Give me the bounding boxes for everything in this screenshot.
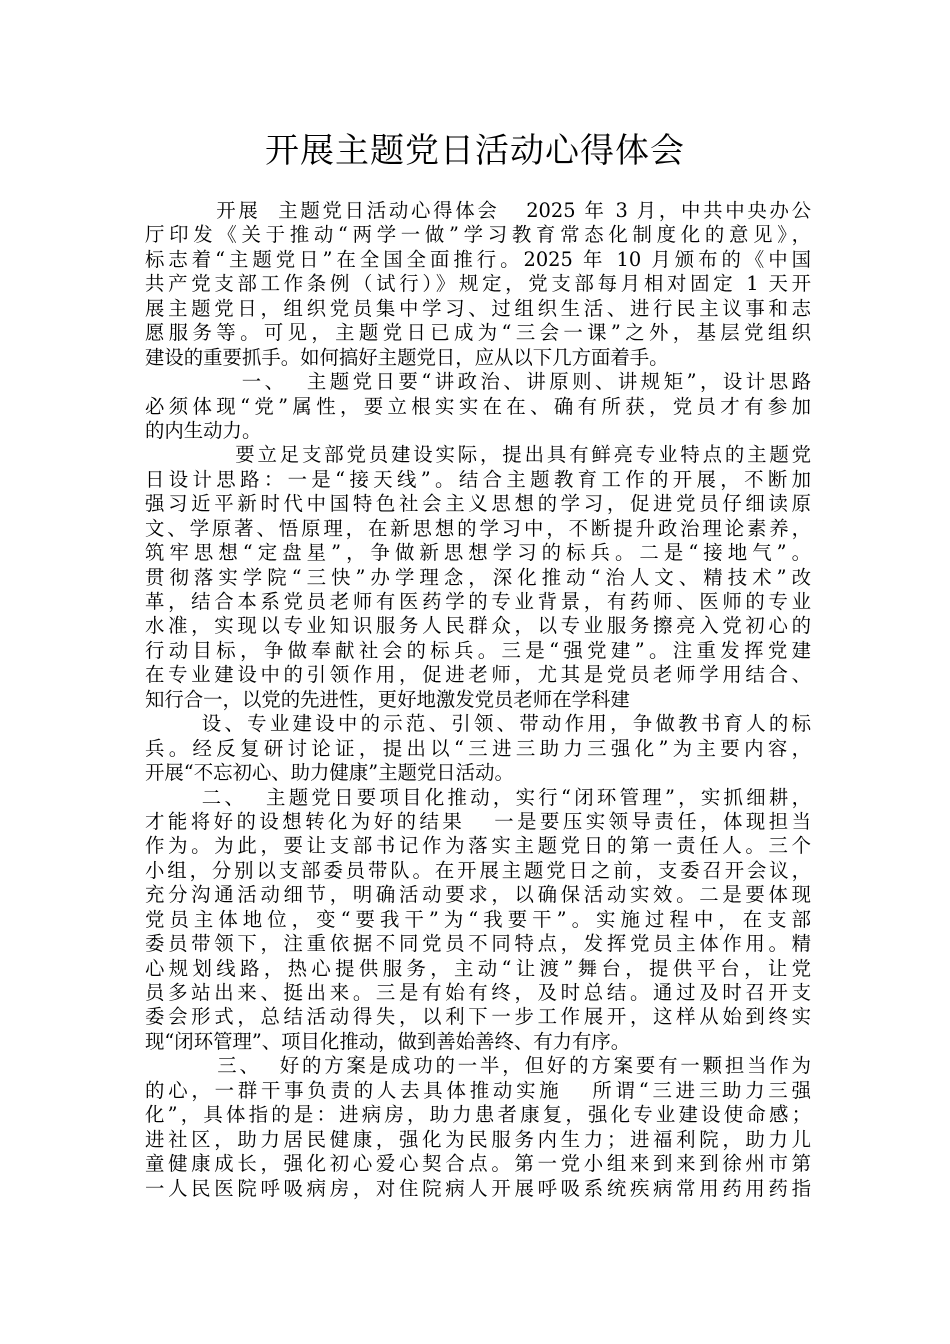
- body-line: 必须体现“党”属性，要立根实实在在、确有所获，党员才有参加: [145, 394, 811, 418]
- body-line: 委会形式，总结活动得失，以利下一步工作展开，这样从始到终实: [145, 1005, 811, 1029]
- body-line: 建设的重要抓手。如何搞好主题党日，应从以下几方面着手。: [145, 345, 669, 369]
- body-line: 厅印发《关于推动“两学一做”学习教育常态化制度化的意见》，: [145, 223, 811, 247]
- body-line: 水准，实现以专业知识服务人民群众，以专业服务擦亮入党初心的: [145, 614, 811, 638]
- body-line: 员多站出来、挺出来。三是有始有终，及时总结。通过及时召开支: [145, 981, 811, 1004]
- body-line: 革，结合本系党员老师有医药学的专业背景，有药师、医师的专业: [145, 590, 811, 613]
- body-line: 党员主体地位，变“要我干”为“我要干”。实施过程中，在支部: [145, 907, 811, 931]
- body-line: 行动目标，争做奉献社会的标兵。三是“强党建”。注重发挥党建: [145, 638, 811, 662]
- body-line: 展主题党日，组织党员集中学习、过组织生活、进行民主议事和志: [145, 296, 811, 320]
- document-title: 开展主题党日活动心得体会: [265, 131, 685, 171]
- body-line: 三、 好的方案是成功的一半，但好的方案要有一颗担当作为: [145, 1054, 811, 1078]
- body-line: 文、学原著、悟原理，在新思想的学习中，不断提升政治理论素养，: [145, 516, 811, 540]
- body-line: 才能将好的设想转化为好的结果 一是要压实领导责任，体现担当: [145, 809, 811, 833]
- body-line: 作为。为此，要让支部书记作为落实主题党日的第一责任人。三个: [145, 834, 811, 858]
- body-line: 化”，具体指的是：进病房，助力患者康复，强化专业建设使命感；: [145, 1103, 811, 1127]
- body-line: 开展“不忘初心、助力健康”主题党日活动。: [145, 761, 514, 785]
- body-line: 要立足支部党员建设实际，提出具有鲜亮专业特点的主题党: [145, 443, 811, 467]
- body-line: 的内生动力。: [145, 418, 262, 442]
- body-line: 二、 主题党日要项目化推动，实行“闭环管理”，实抓细耕，: [145, 785, 811, 809]
- body-line: 进社区，助力居民健康，强化为民服务内生力；进福利院，助力儿: [145, 1127, 811, 1151]
- body-line: 知行合一，以党的先进性，更好地激发党员老师在学科建: [145, 687, 630, 711]
- document-body: [145, 199, 811, 1201]
- body-line: 开展 主题党日活动心得体会 2025 年 3 月，中共中央办公: [145, 199, 811, 222]
- body-line: 设、专业建设中的示范、引领、带动作用，争做教书育人的标: [145, 712, 811, 736]
- body-line: 日设计思路：一是“接天线”。结合主题教育工作的开展，不断加: [145, 467, 811, 491]
- body-line: 充分沟通活动细节，明确活动要求，以确保活动实效。二是要体现: [145, 883, 811, 907]
- body-line: 在专业建设中的引领作用，促进老师，尤其是党员老师学用结合、: [145, 663, 811, 687]
- body-line: 童健康成长，强化初心爱心契合点。第一党小组来到来到徐州市第: [145, 1152, 811, 1176]
- body-line: 筑牢思想“定盘星”，争做新思想学习的标兵。二是“接地气”。: [145, 541, 811, 565]
- body-line: 一人民医院呼吸病房，对住院病人开展呼吸系统疾病常用药用药指: [145, 1176, 811, 1200]
- body-line: 委员带领下，注重依据不同党员不同特点，发挥党员主体作用。精: [145, 932, 811, 956]
- body-line: 现“闭环管理”、项目化推动，做到善始善终、有力有序。: [145, 1029, 631, 1053]
- body-line: 贯彻落实学院“三快”办学理念，深化推动“治人文、精技术”改: [145, 565, 811, 589]
- body-line: 兵。经反复研讨论证，提出以“三进三助力三强化”为主要内容，: [145, 736, 811, 760]
- body-line: 标志着“主题党日”在全国全面推行。2025 年 10 月颁布的《中国: [145, 247, 811, 271]
- body-line: 心规划线路，热心提供服务，主动“让渡”舞台，提供平台，让党: [145, 956, 811, 980]
- body-line: 小组，分别以支部委员带队。在开展主题党日之前，支委召开会议，: [145, 858, 811, 882]
- body-line: 愿服务等。可见，主题党日已成为“三会一课”之外，基层党组织: [145, 321, 811, 345]
- body-line: 共产党支部工作条例（试行）》规定，党支部每月相对固定 1 天开: [145, 272, 811, 296]
- body-line: 一、 主题党日要“讲政治、讲原则、讲规矩”，设计思路: [145, 370, 811, 394]
- body-line: 的心，一群干事负责的人去具体推动实施 所谓“三进三助力三强: [145, 1078, 811, 1102]
- body-line: 强习近平新时代中国特色社会主义思想的学习，促进党员仔细读原: [145, 492, 811, 516]
